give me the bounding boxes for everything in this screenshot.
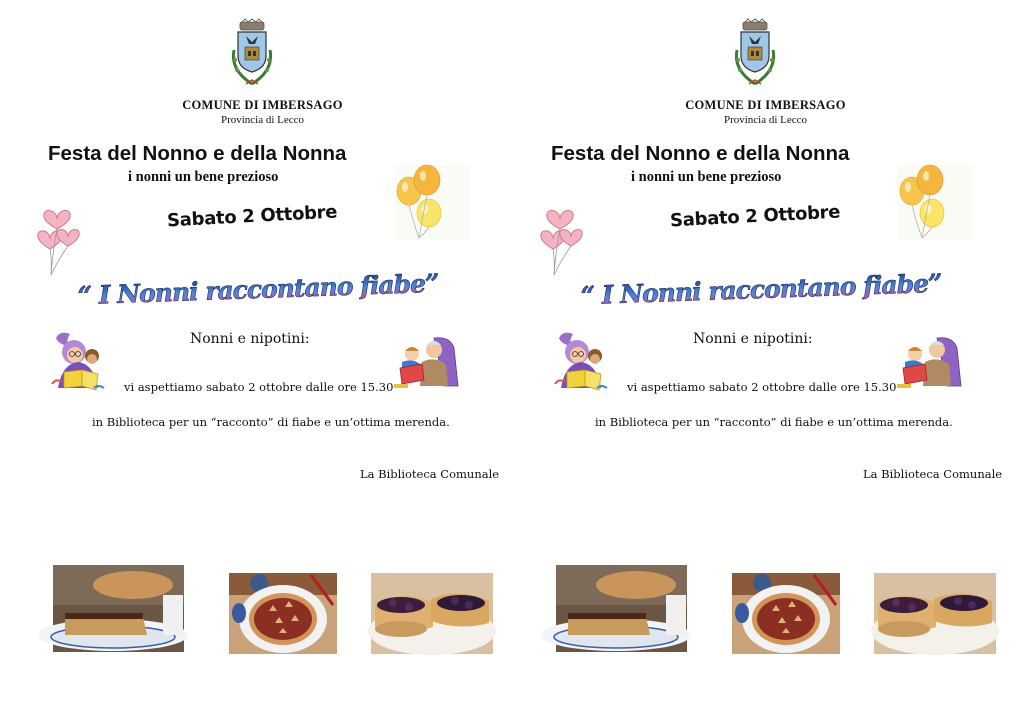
event-date: Sabato 2 Ottobre [166, 201, 338, 232]
invite-line: vi aspettiamo sabato 2 ottobre dalle ore 15.30 [627, 380, 897, 394]
event-title: Festa del Nonno e della Nonna [48, 142, 347, 165]
provincia-name: Provincia di Lecco [723, 114, 808, 126]
flyer-right [503, 0, 1015, 725]
event-subtitle: i nonni un bene prezioso [128, 169, 279, 185]
jam-tart-photo [229, 573, 337, 654]
balloons-icon [898, 165, 973, 240]
provincia-name: Provincia di Lecco [220, 114, 305, 126]
jam-toast-photo [874, 573, 996, 654]
jam-tart-photo [732, 573, 840, 654]
signature: La Biblioteca Comunale [360, 467, 500, 481]
grandma-reading-icon [551, 328, 611, 394]
wordart-text: “ I Nonni raccontano fiabe” [580, 268, 942, 311]
hearts-balloon-icon [539, 195, 589, 277]
coat-of-arms-icon [729, 20, 781, 90]
event-title: Festa del Nonno e della Nonna [551, 142, 850, 165]
event-subtitle: i nonni un bene prezioso [631, 169, 782, 185]
nonni-nipotini-heading: Nonni e nipotini: [190, 331, 310, 347]
jam-toast-photo [371, 573, 493, 654]
invite-line: vi aspettiamo sabato 2 ottobre dalle ore 15.30 [124, 380, 394, 394]
hearts-balloon-icon [36, 195, 86, 277]
place-line: in Biblioteca per un “racconto” di fiabe e un’ottima merenda. [595, 415, 953, 429]
bread-nutella-photo [53, 565, 184, 652]
nonni-nipotini-heading: Nonni e nipotini: [693, 331, 813, 347]
grandpa-reading-icon [897, 332, 965, 390]
place-line: in Biblioteca per un “racconto” di fiabe e un’ottima merenda. [92, 415, 450, 429]
event-date: Sabato 2 Ottobre [669, 201, 841, 232]
comune-name: COMUNE DI IMBERSAGO [182, 98, 343, 112]
wordart-text: “ I Nonni raccontano fiabe” [77, 268, 439, 311]
grandpa-reading-icon [394, 332, 462, 390]
balloons-icon [395, 165, 470, 240]
coat-of-arms-icon [226, 20, 278, 90]
signature: La Biblioteca Comunale [863, 467, 1003, 481]
grandma-reading-icon [48, 328, 108, 394]
bread-nutella-photo [556, 565, 687, 652]
wordart-banner [77, 266, 439, 311]
wordart-banner [580, 266, 942, 311]
comune-name: COMUNE DI IMBERSAGO [685, 98, 846, 112]
